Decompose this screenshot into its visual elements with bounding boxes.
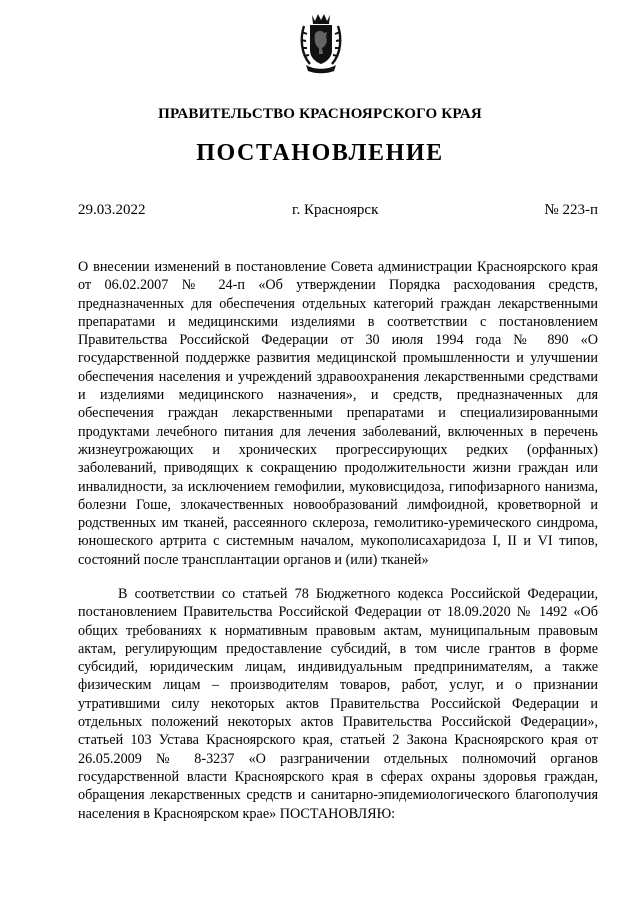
government-name: ПРАВИТЕЛЬСТВО КРАСНОЯРСКОГО КРАЯ [158, 106, 482, 122]
krasnoyarsk-coat-of-arms-icon [298, 12, 344, 74]
document-city: г. Красноярск [292, 202, 379, 218]
document-subject: О внесении изменений в постановление Совета администрации Красноярского края от 06.02.2007 № 24-п «Об утверждении Порядка расходования средств, предназначенных для обеспечения отдельных категорий граждан лекарственными препаратами и медицинскими изделиями в соответствии с постановлением Правительства Российской Федерации от 30 июля 1994 года № 890 «О государственной поддержке развития медицинской промышленности и улучшении обеспечения населения и учреждений здравоохранения лекарственными средствами и изделиями медицинского назначения», и средств, предназначенных для обеспечения граждан лекарственными препаратами и специализированными продуктами лечебного питания для лечения заболеваний, включенных в перечень жизнеугрожающих и хронических прогрессирующих редких (орфанных) заболеваний, приводящих к сокращению продолжительности жизни граждан или инвалидности, за исключением гемофилии, муковисцидоза, гипофизарного нанизма, болезни Гоше, злокачественных новообразований лимфоидной, кроветворной и родственных им тканей, рассеянного склероза, гемолитико-уремического синдрома, юношеского артрита с системным началом, мукополисахаридоза I, II и VI типов, состояний после трансплантации органов и (или) тканей» [78, 259, 598, 568]
document-meta-row [78, 202, 598, 222]
document-type-title: ПОСТАНОВЛЕНИЕ [196, 140, 444, 166]
document-date: 29.03.2022 [78, 202, 146, 218]
document-number: № 223-п [544, 202, 598, 218]
document-body-paragraph: В соответствии со статьей 78 Бюджетного кодекса Российской Федерации, постановлением Правительства Российской Федерации от 18.09.2020 № 1492 «Об общих требованиях к нормативным правовым актам, муниципальным правовым актам, регулирующим предоставление субсидий, в том числе грантов в форме субсидий, юридическим лицам, индивидуальным предпринимателям, а также физическим лицам – производителям товаров, работ, услуг, и о признании утратившими силу некоторых актов Правительства Российской Федерации и отдельных положений некоторых актов Правительства Российской Федерации», статьей 103 Устава Красноярского края, статьей 2 Закона Красноярского края от 26.05.2009 № 8-3237 «О разграничении отдельных полномочий органов государственной власти Красноярского края в сферах охраны здоровья граждан, обращения лекарственных средств и санитарно-эпидемиологического благополучия населения в Красноярском крае» ПОСТАНОВЛЯЮ: [78, 586, 598, 822]
